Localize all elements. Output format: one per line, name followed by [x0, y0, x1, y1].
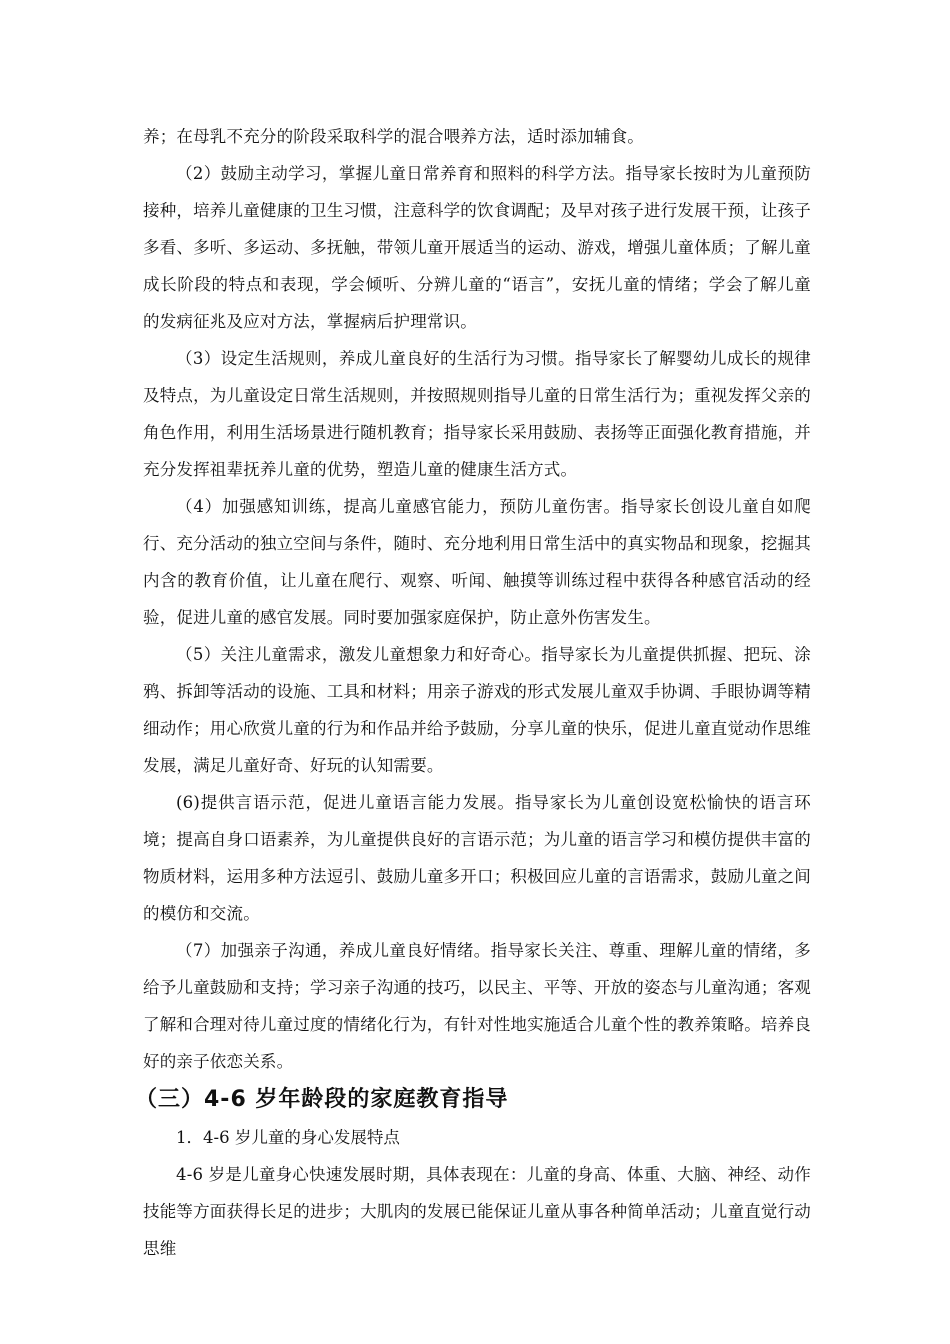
paragraph-item-7: （7）加强亲子沟通，养成儿童良好情绪。指导家长关注、尊重、理解儿童的情绪，多给予儿童鼓励和支持；学习亲子沟通的技巧，以民主、平等、开放的姿态与儿童沟通；客观了解和合理对待儿童过度的情绪化行为，有针对性地实施适合儿童个性的教养策略。培养良好的亲子依恋关系。: [143, 941, 811, 1071]
paragraph-item-6: (6)提供言语示范，促进儿童语言能力发展。指导家长为儿童创设宽松愉快的语言环境；提高自身口语素养，为儿童提供良好的言语示范；为儿童的语言学习和模仿提供丰富的物质材料，运用多种方法逗引、鼓励儿童多开口；积极回应儿童的言语需求，鼓励儿童之间的模仿和交流。: [143, 793, 811, 923]
paragraph-body: 4-6 岁是儿童身心快速发展时期，具体表现在：儿童的身高、体重、大脑、神经、动作技能等方面获得长足的进步；大肌肉的发展已能保证儿童从事各种简单活动；儿童直觉行动思维: [143, 1165, 811, 1258]
paragraph-item-5: （5）关注儿童需求，激发儿童想象力和好奇心。指导家长为儿童提供抓握、把玩、涂鸦、拆卸等活动的设施、工具和材料；用亲子游戏的形式发展儿童双手协调、手眼协调等精细动作；用心欣赏儿童的行为和作品并给予鼓励，分享儿童的快乐，促进儿童直觉动作思维发展，满足儿童好奇、好玩的认知需要。: [143, 645, 811, 775]
paragraph-item-3: （3）设定生活规则，养成儿童良好的生活行为习惯。指导家长了解婴幼儿成长的规律及特点，为儿童设定日常生活规则，并按照规则指导儿童的日常生活行为；重视发挥父亲的角色作用，利用生活场景进行随机教育；指导家长采用鼓励、表扬等正面强化教育措施，并充分发挥祖辈抚养儿童的优势，塑造儿童的健康生活方式。: [143, 349, 811, 479]
section-heading: （三）4-6 岁年龄段的家庭教育指导: [135, 1087, 509, 1112]
paragraph-item-4: （4）加强感知训练，提高儿童感官能力，预防儿童伤害。指导家长创设儿童自如爬行、充分活动的独立空间与条件，随时、充分地利用日常生活中的真实物品和现象，挖掘其内含的教育价值，让儿童在爬行、观察、听闻、触摸等训练过程中获得各种感官活动的经验，促进儿童的感官发展。同时要加强家庭保护，防止意外伤害发生。: [143, 497, 811, 627]
paragraph-item-2: （2）鼓励主动学习，掌握儿童日常养育和照料的科学方法。指导家长按时为儿童预防接种，培养儿童健康的卫生习惯，注意科学的饮食调配；及早对孩子进行发展干预，让孩子多看、多听、多运动、多抚触，带领儿童开展适当的运动、游戏，增强儿童体质；了解儿童成长阶段的特点和表现，学会倾听、分辨儿童的“语言”，安抚儿童的情绪；学会了解儿童的发病征兆及应对方法，掌握病后护理常识。: [143, 164, 811, 331]
paragraph-continuation: 养；在母乳不充分的阶段采取科学的混合喂养方法，适时添加辅食。: [143, 127, 644, 146]
page-content: [135, 118, 811, 1267]
subsection-heading: 1．4-6 岁儿童的身心发展特点: [176, 1128, 400, 1147]
